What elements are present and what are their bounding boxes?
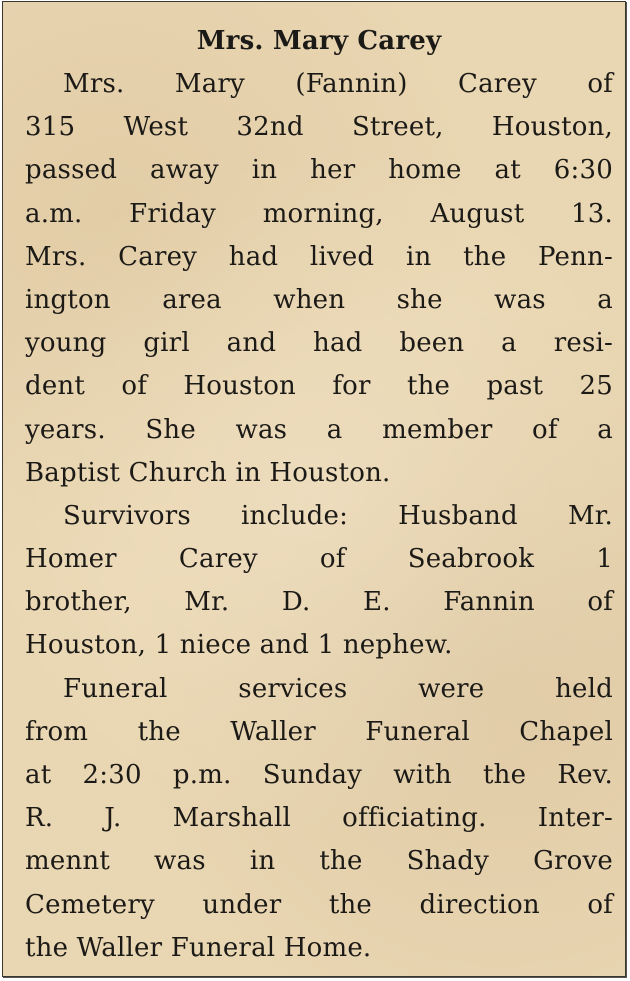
- paragraph-funeral: [25, 668, 613, 970]
- text-line: years. She was a member of a: [25, 414, 613, 445]
- paragraph-biography: [25, 63, 613, 495]
- text-line: brother, Mr. D. E. Fannin of: [25, 587, 613, 618]
- text-line: from the Waller Funeral Chapel: [25, 716, 613, 747]
- text-line: passed away in her home at 6:30: [25, 155, 613, 186]
- text-line: at 2:30 p.m. Sunday with the Rev.: [25, 760, 613, 790]
- text-line: Survivors include: Husband Mr.: [63, 500, 613, 531]
- text-line: Cemetery under the direction of: [25, 889, 613, 920]
- text-line: Houston, 1 niece and 1 nephew.: [25, 630, 453, 661]
- paragraph-survivors: [25, 495, 613, 668]
- newspaper-clipping: [2, 1, 626, 977]
- text-line: Funeral services were held: [63, 673, 613, 704]
- text-line: Mrs. Carey had lived in the Penn-: [25, 241, 613, 272]
- text-line: R. J. Marshall officiating. Inter-: [25, 803, 613, 834]
- text-line: Baptist Church in Houston.: [25, 457, 391, 488]
- text-line: Mrs. Mary (Fannin) Carey of: [63, 69, 613, 99]
- text-line: ington area when she was a: [25, 284, 613, 315]
- text-line: 315 West 32nd Street, Houston,: [25, 112, 613, 143]
- text-line: mennt was in the Shady Grove: [25, 846, 613, 877]
- text-line: the Waller Funeral Home.: [25, 932, 372, 963]
- text-line: dent of Houston for the past 25: [25, 371, 613, 402]
- text-line: a.m. Friday morning, August 13.: [25, 198, 613, 229]
- text-line: Homer Carey of Seabrook 1: [25, 544, 613, 575]
- obituary-text: [25, 20, 613, 970]
- text-line: young girl and had been a resi-: [25, 328, 613, 359]
- headline: Mrs. Mary Carey: [196, 26, 442, 56]
